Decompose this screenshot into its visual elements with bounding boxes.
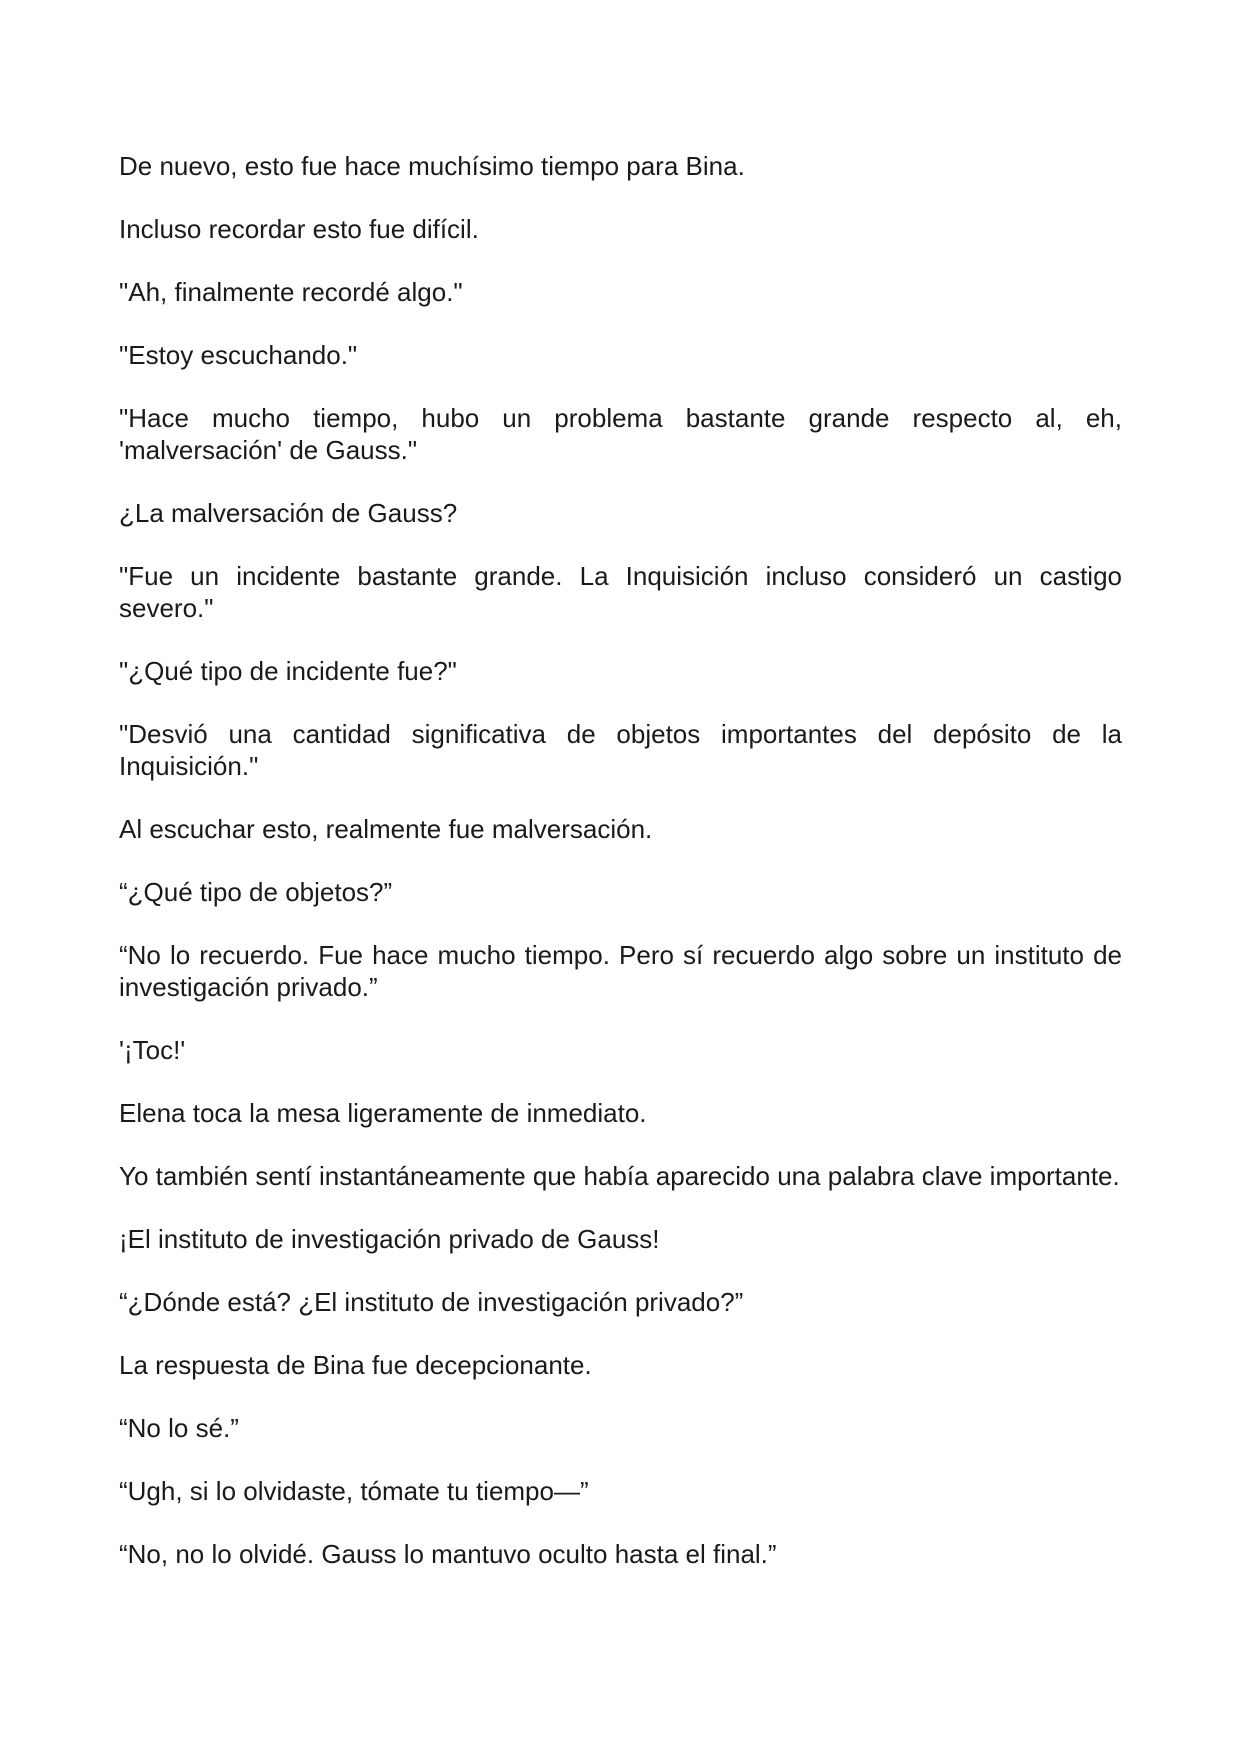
document-body: [119, 150, 1122, 1601]
paragraph: “¿Qué tipo de objetos?”: [119, 877, 393, 907]
paragraph: "Estoy escuchando.": [119, 340, 358, 370]
paragraph: "Desvió una cantidad significativa de objetos importantes del depósito de la Inquisición.": [119, 719, 1122, 781]
paragraph: “¿Dónde está? ¿El instituto de investigación privado?”: [119, 1287, 744, 1317]
paragraph: "Hace mucho tiempo, hubo un problema bastante grande respecto al, eh, 'malversación' de Gauss.": [119, 403, 1122, 465]
paragraph: Elena toca la mesa ligeramente de inmediato.: [119, 1098, 647, 1128]
paragraph: Yo también sentí instantáneamente que había aparecido una palabra clave importante.: [119, 1161, 1120, 1191]
paragraph: “No, no lo olvidé. Gauss lo mantuvo oculto hasta el final.”: [119, 1539, 777, 1569]
paragraph: "Ah, finalmente recordé algo.": [119, 277, 463, 307]
paragraph: '¡Toc!': [119, 1035, 186, 1065]
paragraph: “Ugh, si lo olvidaste, tómate tu tiempo—”: [119, 1476, 589, 1506]
paragraph: ¿La malversación de Gauss?: [119, 498, 458, 528]
paragraph: ¡El instituto de investigación privado de Gauss!: [119, 1224, 660, 1254]
paragraph: "¿Qué tipo de incidente fue?": [119, 656, 457, 686]
paragraph: “No lo sé.”: [119, 1413, 239, 1443]
paragraph: La respuesta de Bina fue decepcionante.: [119, 1350, 592, 1380]
paragraph: "Fue un incidente bastante grande. La Inquisición incluso consideró un castigo severo.": [119, 561, 1122, 623]
paragraph: De nuevo, esto fue hace muchísimo tiempo para Bina.: [119, 151, 745, 181]
paragraph: Al escuchar esto, realmente fue malversación.: [119, 814, 653, 844]
paragraph: Incluso recordar esto fue difícil.: [119, 214, 479, 244]
paragraph: “No lo recuerdo. Fue hace mucho tiempo. Pero sí recuerdo algo sobre un instituto de investigación privado.”: [119, 940, 1122, 1002]
